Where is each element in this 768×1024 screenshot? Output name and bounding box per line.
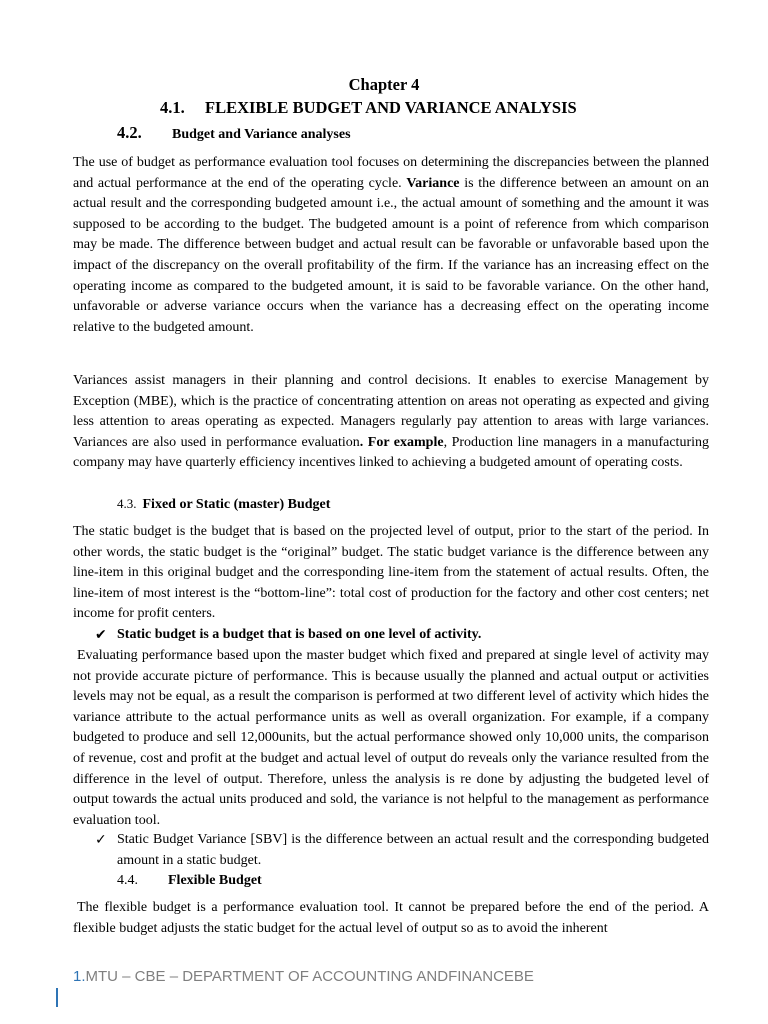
paragraph-flexible-budget: The flexible budget is a performance evaluation tool. It cannot be prepared before the end of the period. A flexible budget adjusts the static budget for the actual level of output so as to avoid the inherent [73, 900, 709, 936]
checklist-item-sbv-text: Static Budget Variance [SBV] is the difference between an actual result and the corresponding budgeted amount in a static budget. [117, 832, 709, 868]
heading-4-3 [117, 494, 617, 515]
p1-text-a: The use of budget as performance evaluation tool focuses on determining the discrepancies between the planned and actual performance at the end of the operating cycle. [73, 155, 709, 191]
p2-bold-period: . [359, 434, 364, 450]
heading-4-1-number: 4.1. [160, 98, 185, 117]
heading-4-4 [117, 871, 617, 891]
p1-term-variance: Variance [406, 175, 460, 191]
paragraph-static-budget: The static budget is the budget that is based on the projected level of output, prior to the start of the period. In other words, the static budget is the “original” budget. The static budget variance is the difference between any line-item in this original budget and the corresponding line-item from the statement of actual results. Often, the line-item of most interest is the “bottom-line”: total cost of production for the factory and other cost centers; net income for profit centers. [73, 524, 709, 622]
heading-4-4-title: Flexible Budget [168, 873, 262, 888]
heading-4-3-number: 4.3. [117, 496, 137, 511]
checkmark-icon: ✔ [95, 627, 107, 643]
paragraph-variances-assist [73, 371, 709, 474]
paragraph-variance-definition [73, 153, 709, 338]
checklist-item-sbv [95, 830, 709, 871]
heading-4-1 [160, 97, 720, 119]
checklist-item-static-budget [95, 625, 709, 646]
heading-4-1-title: FLEXIBLE BUDGET AND VARIANCE ANALYSIS [205, 98, 577, 117]
footer-page-number: 1. [73, 968, 86, 985]
heading-4-3-title: Fixed or Static (master) Budget [142, 497, 331, 512]
heading-4-4-number: 4.4. [117, 873, 138, 888]
heading-4-2 [117, 122, 617, 146]
text-cursor[interactable] [56, 988, 58, 1007]
checklist-item-static-budget-text: Static budget is a budget that is based on one level of activity. [117, 627, 482, 642]
p1-text-c: is the difference between an amount on an actual result and the corresponding budgeted amount i.e., the actual amount of something and the amount it was supposed to be according to the budget. The budgeted amount is a point of reference from which comparison may be made. The difference between budget and actual result can be favorable or unfavorable based upon the impact of the discrepancy on the overall profitability of the firm. If the variance has an increasing effect on the operating income as compared to the budgeted amount, it is said to be favorable variance. On the other hand, unfavorable or adverse variance occurs when the variance has a decreasing effect on the operating income relative to the budgeted amount. [73, 175, 710, 335]
page-footer [73, 967, 534, 987]
footer-text: MTU – CBE – DEPARTMENT OF ACCOUNTING ANDFINANCEBE [85, 968, 534, 985]
chapter-title: Chapter 4 [348, 75, 420, 94]
p2-text-a: Variances assist managers in their planning and control decisions. It enables to exercise Management by Exception (MBE), which is the practice of concentrating attention on areas not operating as expected and giving less attention to areas operating as expected. Managers regularly pay attention to areas with large variances. Variances are also used in performance evaluation [73, 373, 709, 450]
p2-text-c: , Production line managers in a manufacturing company may have quarterly efficiency incentives linked to achieving a budgeted amount of operating costs. [73, 434, 709, 471]
heading-4-2-title: Budget and Variance analyses [172, 127, 351, 142]
check-icon: ✓ [95, 832, 107, 848]
paragraph-master-budget-evaluation: Evaluating performance based upon the master budget which fixed and prepared at single level of activity may not provide accurate picture of performance. This is because usually the planned and actual output or activities levels may not be equal, as a result the comparison is performed at two different level of activity which hides the variance attribute to the actual performance units as well as overall organization. For example, if a company budgeted to produce and sell 12,000units, but the actual performance showed only 10,000 units, the comparison of revenue, cost and profit at the budget and actual level of output do reveals only the variance resulted from the difference in the level of output. Therefore, unless the analysis is re done by adjusting the budgeted level of output towards the actual units produced and sold, the variance is not helpful to the management as performance evaluation tool. [73, 648, 709, 828]
p2-term-for-example: For example [367, 434, 444, 450]
heading-4-2-number: 4.2. [117, 123, 142, 142]
